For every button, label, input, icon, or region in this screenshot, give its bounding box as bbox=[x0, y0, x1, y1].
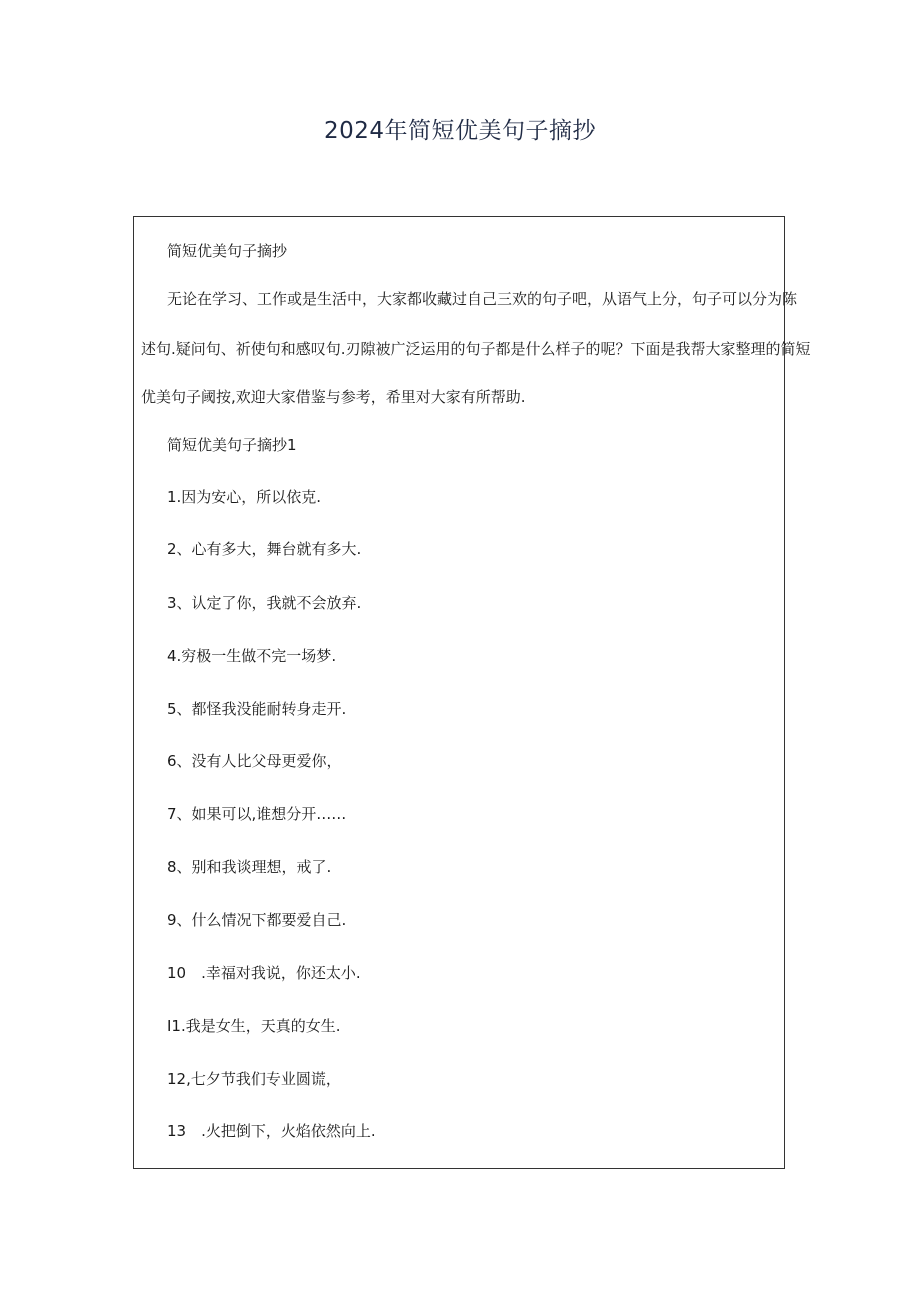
list-item: 10 .幸福对我说，你还太小. bbox=[167, 964, 361, 982]
list-item: 13 .火把倒下，火焰依然向上. bbox=[167, 1122, 376, 1140]
list-item: I1.我是女生，天真的女生. bbox=[167, 1017, 341, 1035]
list-item: 8、别和我谈理想，戒了. bbox=[167, 858, 332, 876]
list-item: 9、什么情况下都要爱自己. bbox=[167, 911, 347, 929]
list-item: 2、心有多大，舞台就有多大. bbox=[167, 540, 362, 558]
list-item: 1.因为安心，所以依克. bbox=[167, 488, 322, 506]
list-item: 12,七夕节我们专业圆谎， bbox=[167, 1070, 341, 1088]
subsection-heading: 简短优美句子摘抄1 bbox=[167, 436, 297, 454]
section-heading: 简短优美句子摘抄 bbox=[167, 242, 288, 260]
list-item: 6、没有人比父母更爱你， bbox=[167, 752, 342, 770]
list-item: 4.穷极一生做不完一场梦. bbox=[167, 647, 337, 665]
document-title: 2024年简短优美句子摘抄 bbox=[323, 118, 597, 144]
intro-paragraph-line-2: 述句.疑问句、祈使句和感叹句.刃隙被广泛运用的句子都是什么样子的呢？下面是我帮大家整理的简短 bbox=[141, 340, 811, 358]
intro-paragraph-line-3: 优美句子阈按,欢迎大家借鉴与参考，希里对大家有所帮助. bbox=[141, 388, 526, 406]
content-box bbox=[133, 216, 811, 1169]
list-item: 7、如果可以,谁想分开…… bbox=[167, 805, 347, 823]
intro-paragraph-line-1: 无论在学习、工作或是生活中，大家都收藏过自己三欢的句子吧，从语气上分，句子可以分为陈 bbox=[167, 290, 798, 308]
list-item: 5、都怪我没能耐转身走开. bbox=[167, 700, 347, 718]
list-item: 3、认定了你，我就不会放弃. bbox=[167, 594, 362, 612]
